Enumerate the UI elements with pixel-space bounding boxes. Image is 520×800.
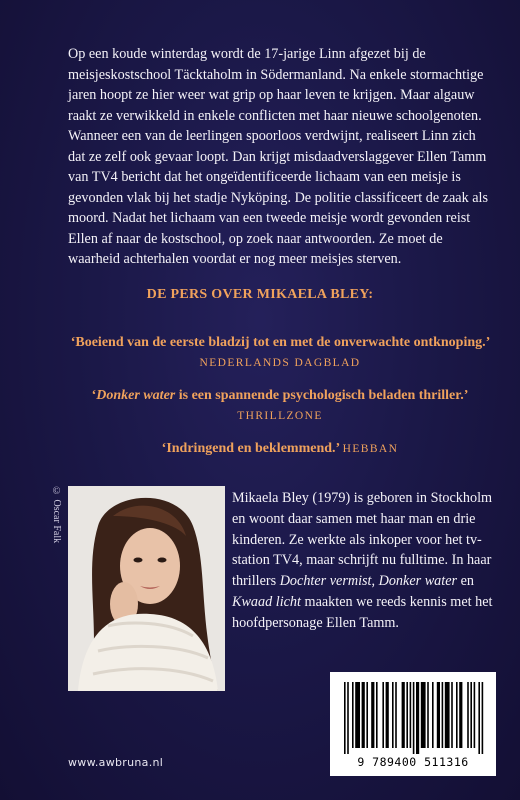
barcode-bar (470, 682, 472, 748)
bio-separator: , (371, 573, 379, 590)
barcode-bar (427, 682, 429, 748)
barcode-bar (386, 682, 389, 748)
barcode-bar (416, 682, 419, 754)
barcode-bar (410, 682, 412, 748)
author-bio (232, 488, 494, 634)
barcode-bar (382, 682, 384, 748)
barcode-bar (344, 682, 346, 754)
blurb-text: Op een koude winterdag wordt de 17-jarige Linn afgezet bij de meisjeskostschool Täcktaholm in Södermanland. Na enkele stormachtige jaren hoopt ze hier weer wat grip op haar leven te krijgen. Maar algauw raakt ze verwikkeld in enkele conflicten met haar nieuwe schoolgenoten. Wanneer een van de leerlingen spoorloos verdwijnt, realiseert Linn zich dat ze zelf ook gevaar loopt. Dan krijgt misdaadverslaggever Ellen Tamm van TV4 bericht dat het ongeïdentificeerde lichaam van een meisje is gevonden vlak bij het stadje Nyköping. De politie classificeert de zaak als moord. Nadat het lichaam van een tweede meisje wordt gevonden reist Ellen af naar de kostschool, op zoek naar antwoorden. Ze moet de waarheid achterhalen voordat er nog meer meisjes sterven. (68, 46, 488, 267)
barcode-bar (347, 682, 349, 754)
quote-open-mark: ‘ (91, 388, 97, 403)
quote-source: THRILLZONE (237, 410, 323, 422)
author-photo (68, 486, 225, 691)
isbn-barcode (330, 672, 496, 776)
quote-source: NEDERLANDS DAGBLAD (199, 357, 361, 369)
bio-book-title: Dochter vermist (279, 573, 372, 590)
bio-book-title: Donker water (378, 573, 458, 590)
barcode-bar (371, 682, 374, 748)
bio-book-title: Kwaad licht (232, 593, 301, 610)
barcode-bar (459, 682, 462, 748)
barcode-bar (362, 682, 365, 748)
photo-credit: © Oscar Falk (51, 486, 62, 544)
barcode-bars (344, 682, 484, 754)
quote-book-title: Donker water (96, 388, 176, 403)
barcode-bar (366, 682, 368, 748)
barcode-bar (478, 682, 480, 754)
quote-source: HEBBAN (342, 443, 399, 455)
barcode-bar (392, 682, 394, 748)
barcode-bar (445, 682, 450, 748)
barcode-bar (432, 682, 434, 748)
barcode-digits: 9 789400 511316 (357, 755, 469, 769)
barcode-bar (406, 682, 408, 748)
author-photo-illustration (68, 486, 225, 691)
press-quote (60, 439, 500, 459)
barcode-bar (442, 682, 444, 748)
barcode-bar (413, 682, 415, 754)
quote-text: is een spannende psychologisch beladen thriller.’ (175, 388, 469, 403)
publisher-website: www.awbruna.nl (68, 756, 164, 769)
barcode-bar (451, 682, 453, 748)
barcode-bar (355, 682, 360, 748)
barcode-bar (352, 682, 354, 748)
bio-text: maakten we reeds kennis met het hoofdpersonage Ellen Tamm. (232, 593, 493, 631)
bio-separator: en (457, 573, 474, 590)
barcode-bar (474, 682, 476, 748)
barcode-bar (395, 682, 397, 748)
press-quote (60, 386, 500, 426)
barcode-bar (376, 682, 378, 748)
barcode-bar (467, 682, 469, 748)
bio-text: Mikaela Bley (1979) is geboren in Stockholm en woont daar samen met haar man en drie kinderen. Ze werkte als inkoper voor het tv-station TV4, maar schrijft nu fulltime. In haar thrillers (232, 490, 493, 590)
barcode-bar (456, 682, 458, 748)
barcode-bar (482, 682, 484, 754)
barcode-bar (421, 682, 426, 748)
quote-text: ‘Boeiend van de eerste bladzij tot en met de onverwachte ontknoping.’ (70, 335, 490, 350)
quote-text: ‘Indringend en beklemmend.’ (161, 441, 340, 456)
barcode-bar (402, 682, 405, 748)
barcode-bar (437, 682, 440, 748)
press-heading: DE PERS OVER MIKAELA BLEY: (146, 287, 374, 302)
press-quote (60, 333, 500, 373)
